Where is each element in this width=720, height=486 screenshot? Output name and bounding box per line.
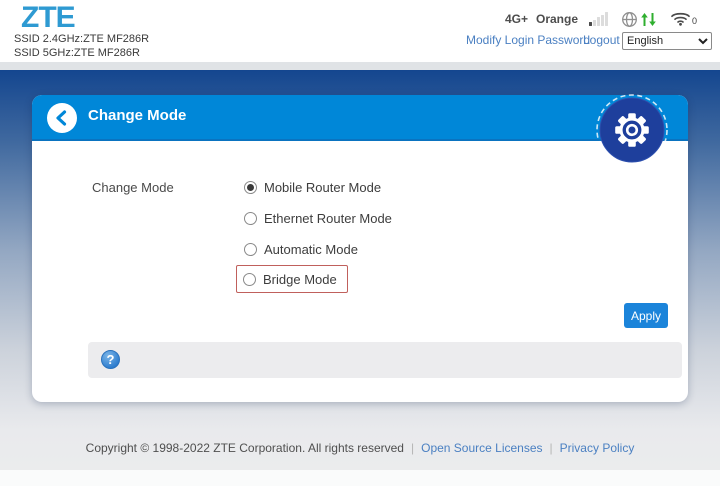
footer-separator: | xyxy=(549,441,553,455)
chevron-left-icon xyxy=(47,103,77,133)
language-select[interactable] xyxy=(622,32,712,50)
content-card xyxy=(32,95,688,402)
modify-login-password-link[interactable]: Modify Login Password xyxy=(466,33,591,47)
wifi-icon xyxy=(670,10,691,26)
radio-option-ethernet-router-mode[interactable] xyxy=(244,208,392,228)
wifi-client-count: 0 xyxy=(692,16,698,26)
network-type-label: 4G+ xyxy=(505,12,529,26)
radio-option-label: Bridge Mode xyxy=(263,271,337,287)
radio-input[interactable] xyxy=(244,243,257,256)
footer-separator: | xyxy=(410,441,415,455)
signal-bar xyxy=(597,17,600,26)
gear-icon xyxy=(594,92,670,168)
wan-traffic-icon xyxy=(621,10,661,34)
up-down-arrows-icon xyxy=(641,13,656,26)
top-bar xyxy=(0,0,720,62)
page-title: Change Mode xyxy=(88,107,187,124)
radio-selected-dot xyxy=(247,184,254,191)
footer-link-privacy-policy[interactable]: Privacy Policy xyxy=(559,441,635,455)
help-bar xyxy=(88,342,682,378)
zte-logo: ZTE xyxy=(21,1,75,34)
signal-bar xyxy=(601,15,604,26)
help-icon[interactable]: ? xyxy=(101,350,120,369)
ssid-2-4ghz-label: SSID 2.4GHz:ZTE MF286R xyxy=(14,33,150,45)
carrier-name-label: Orange xyxy=(536,12,579,26)
copyright-text: Copyright © 1998-2022 ZTE Corporation. All rights reserved xyxy=(85,441,404,455)
apply-button[interactable]: Apply xyxy=(624,303,668,328)
radio-option-mobile-router-mode[interactable] xyxy=(244,177,381,197)
footer xyxy=(0,441,720,455)
signal-bar xyxy=(605,12,608,26)
radio-option-automatic-mode[interactable] xyxy=(244,239,358,259)
logout-link[interactable]: Logout xyxy=(583,33,620,47)
back-button[interactable] xyxy=(47,103,77,133)
radio-option-label: Mobile Router Mode xyxy=(264,179,382,195)
footer-link-open-source-licenses[interactable]: Open Source Licenses xyxy=(421,441,543,455)
header-divider xyxy=(0,62,720,70)
signal-bar xyxy=(593,20,596,26)
radio-input[interactable] xyxy=(244,181,257,194)
radio-input[interactable] xyxy=(244,212,257,225)
radio-option-label: Automatic Mode xyxy=(264,241,358,257)
change-mode-field-label: Change Mode xyxy=(92,180,174,195)
wifi-clients-indicator xyxy=(670,10,697,26)
signal-bar xyxy=(589,22,592,26)
globe-icon xyxy=(623,13,637,27)
radio-input[interactable] xyxy=(243,273,256,286)
bottom-strip xyxy=(0,470,720,486)
ssid-5ghz-label: SSID 5GHz:ZTE MF286R xyxy=(14,47,140,59)
radio-option-label: Ethernet Router Mode xyxy=(264,210,392,226)
radio-option-bridge-mode[interactable] xyxy=(236,265,348,293)
card-header xyxy=(32,95,688,141)
signal-strength-icon xyxy=(589,11,611,26)
